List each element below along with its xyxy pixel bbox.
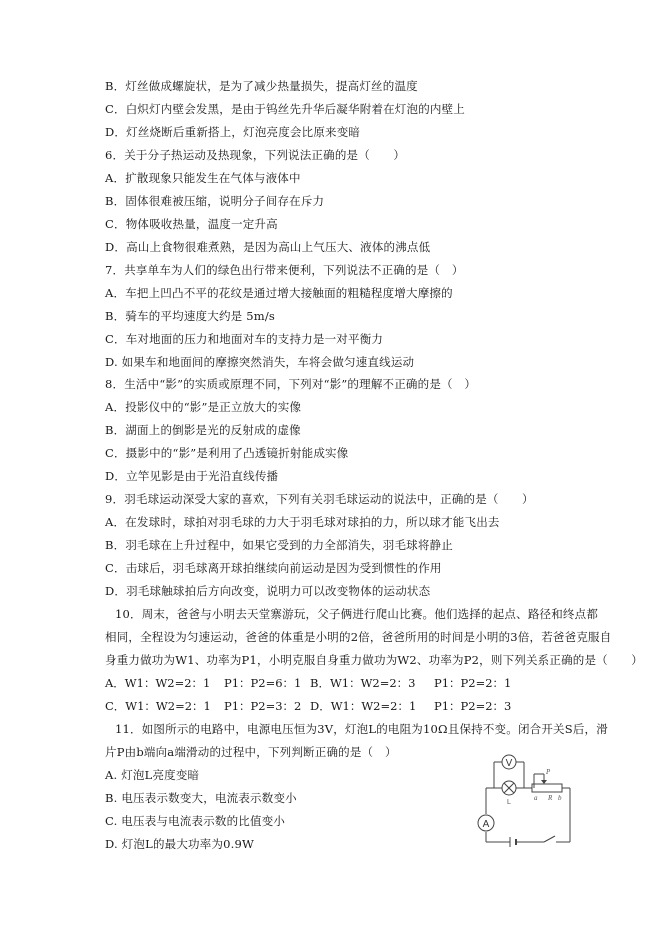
lamp-label: L xyxy=(507,799,511,806)
q10-option-d-w: D．W1：W2=2：1 xyxy=(310,699,417,713)
q10-options-row1 xyxy=(0,675,661,691)
q10-options-row2 xyxy=(0,698,661,714)
q9-option-a: A．在发球时，球拍对羽毛球的力大于羽毛球对球拍的力，所以球才能飞出去 xyxy=(105,515,500,529)
q5-option-d: D．灯丝烧断后重新搭上，灯泡亮度会比原来变暗 xyxy=(105,125,361,139)
q10-stem-line3: 身重力做功为W1、功率为P1，小明克服自身重力做功为W2、功率为P2，则下列关系正确的是（ ） xyxy=(105,653,643,667)
q7-option-c: C．车对地面的压力和地面对车的支持力是一对平衡力 xyxy=(105,332,384,346)
q6-option-b: B．固体很难被压缩，说明分子间存在斥力 xyxy=(105,194,325,208)
q11-option-d: D. 灯泡L的最大功率为0.9W xyxy=(105,837,255,851)
q9-option-b: B．羽毛球在上升过程中，如果它受到的力全部消失，羽毛球将静止 xyxy=(105,538,453,552)
q10-option-b-w: B．W1：W2=2：3 xyxy=(310,676,416,690)
switch-blade xyxy=(544,836,555,842)
rheostat-body xyxy=(532,784,562,792)
q9-option-c: C．击球后，羽毛球离开球拍继续向前运动是因为受到惯性的作用 xyxy=(105,561,442,575)
q6-option-a: A．扩散现象只能发生在气体与液体中 xyxy=(105,171,301,185)
q8-stem: 8．生活中“影”的实质或原理不同，下列对“影”的理解不正确的是（ ） xyxy=(105,377,477,391)
q9-stem: 9．羽毛球运动深受大家的喜欢，下列有关羽毛球运动的说法中，正确的是（ ） xyxy=(105,492,534,506)
slider-label: P xyxy=(546,768,551,776)
q10-stem-line1: 10．周末，爸爸与小明去天堂寨游玩，父子俩进行爬山比赛。他们选择的起点、路径和终点都 xyxy=(115,607,599,621)
q6-option-c: C．物体吸收热量，温度一定升高 xyxy=(105,217,278,231)
end-a-label: a xyxy=(534,794,538,802)
ammeter-label: A xyxy=(482,819,490,830)
q8-option-b: B．湖面上的倒影是光的反射成的虚像 xyxy=(105,423,301,437)
q7-stem: 7．共享单车为人们的绿色出行带来便利，下列说法不正确的是（ ） xyxy=(105,263,464,277)
q11-stem-line2: 片P由b端向a端滑动的过程中，下列判断正确的是（ ） xyxy=(105,745,397,759)
q9-option-d: D．羽毛球触球拍后方向改变，说明力可以改变物体的运动状态 xyxy=(105,584,431,598)
voltmeter-label: V xyxy=(505,758,513,769)
q11-option-b: B. 电压表示数变大，电流表示数变小 xyxy=(105,791,297,805)
q10-option-a-w: A．W1：W2=2：1 xyxy=(105,676,211,690)
q10-option-a-p: P1：P2=6：1 xyxy=(224,676,302,690)
q10-option-c-p: P1：P2=3：2 xyxy=(224,699,302,713)
q5-option-b: B．灯丝做成螺旋状，是为了减少热量损失，提高灯丝的温度 xyxy=(105,79,418,93)
q8-option-d: D．立竿见影是由于光沿直线传播 xyxy=(105,469,279,483)
circuit-diagram xyxy=(472,744,576,848)
q7-option-b: B．骑车的平均速度大约是 5m/s xyxy=(105,309,276,323)
q7-option-d: D. 如果车和地面间的摩擦突然消失，车将会做匀速直线运动 xyxy=(105,355,415,369)
q8-option-a: A．投影仪中的“影”是正立放大的实像 xyxy=(105,400,302,414)
q8-option-c: C．摄影中的“影”是利用了凸透镜折射能成实像 xyxy=(105,446,349,460)
q11-option-c: C. 电压表与电流表示数的比值变小 xyxy=(105,814,286,828)
q10-option-d-p: P1：P2=2：3 xyxy=(434,699,512,713)
q7-option-a: A．车把上凹凸不平的花纹是通过增大接触面的粗糙程度增大摩擦的 xyxy=(105,286,453,300)
q5-option-c: C．白炽灯内壁会发黑，是由于钨丝先升华后凝华附着在灯泡的内壁上 xyxy=(105,102,465,116)
q6-option-d: D．高山上食物很难煮熟，是因为高山上气压大、液体的沸点低 xyxy=(105,240,431,254)
q6-stem: 6．关于分子热运动及热现象，下列说法正确的是（ ） xyxy=(105,148,406,162)
q11-stem-line1: 11．如图所示的电路中，电源电压恒为3V，灯泡L的电阻为10Ω且保持不变。闭合开关S后，滑 xyxy=(115,722,608,736)
rheostat-label: R xyxy=(548,794,553,802)
q10-option-b-p: P1：P2=2：1 xyxy=(434,676,512,690)
q10-stem-line2: 相同，全程设为匀速运动，爸爸的体重是小明的2倍，爸爸所用的时间是小明的3倍，若爸爸克服自 xyxy=(105,630,612,644)
end-b-label: b xyxy=(558,794,562,802)
q10-option-c-w: C．W1：W2=2：1 xyxy=(105,699,211,713)
q11-option-a: A. 灯泡L亮度变暗 xyxy=(105,768,200,782)
slider-arrow-head xyxy=(541,780,547,784)
